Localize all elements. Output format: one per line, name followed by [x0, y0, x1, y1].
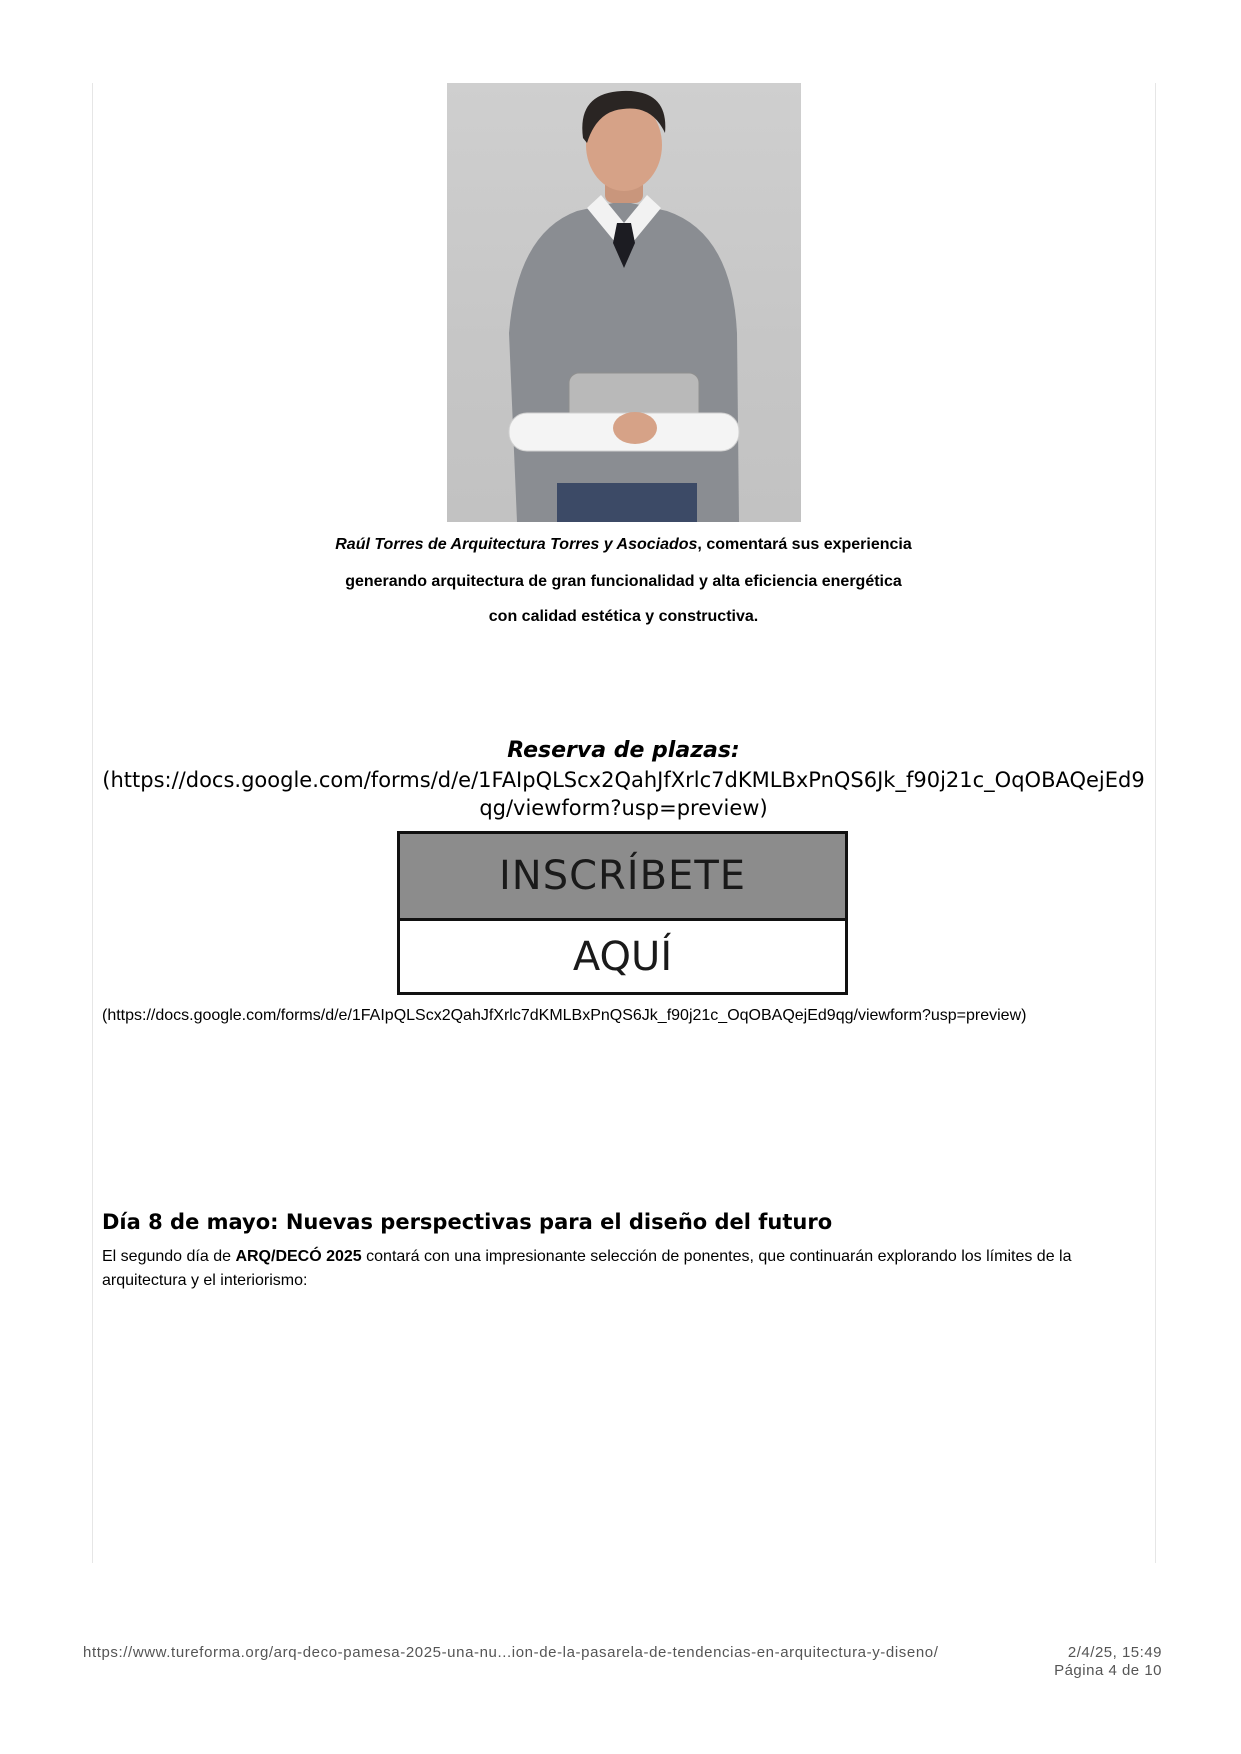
portrait-photo-icon — [447, 83, 801, 522]
cta-top-label: INSCRÍBETE — [400, 834, 845, 921]
event-name: ARQ/DECÓ 2025 — [235, 1248, 362, 1265]
caption-line-1-rest: , comentará sus experiencia — [697, 536, 912, 553]
reserve-title: Reserva de plazas: — [507, 738, 740, 763]
cta-bottom-label: AQUÍ — [400, 921, 845, 992]
speaker-name: Raúl Torres de Arquitectura Torres y Asociados — [335, 536, 698, 553]
caption-line-2: generando arquitectura de gran funcionalidad y alta eficiencia energética — [345, 573, 902, 590]
speaker-photo — [447, 83, 801, 522]
caption-line-3: con calidad estética y constructiva. — [488, 608, 759, 625]
caption-line-1 — [92, 536, 1155, 554]
section-body-text — [102, 1245, 1122, 1293]
footer-date: 2/4/25, 15:49 — [1067, 1644, 1162, 1661]
body-text-start: El segundo día de — [102, 1248, 236, 1265]
section-heading: Día 8 de mayo: Nuevas perspectivas para el diseño del futuro — [102, 1210, 833, 1234]
form-link[interactable]: (https://docs.google.com/forms/d/e/1FAIpQLScx2QahJfXrlc7dKMLBxPnQS6Jk_f90j21c_OqOBAQejEd9qg/viewform?usp=preview) — [102, 1007, 1027, 1024]
footer-url: https://www.tureforma.org/arq-deco-pamesa-2025-una-nu...ion-de-la-pasarela-de-tendencias-en-arquitectura-y-diseno/ — [83, 1644, 939, 1661]
footer-meta — [1054, 1644, 1162, 1680]
footer-page-number: Página 4 de 10 — [1054, 1662, 1162, 1679]
content-border-right — [1155, 83, 1156, 1563]
inscribete-aqui-button[interactable] — [397, 831, 848, 995]
reserve-url-link[interactable]: (https://docs.google.com/forms/d/e/1FAIpQLScx2QahJfXrlc7dKMLBxPnQS6Jk_f90j21c_OqOBAQejEd9qg/viewform?usp=preview) — [102, 768, 1145, 820]
body-text-end: contará con una impresionante selección de ponentes, que continuarán explorando los límites de la arquitectura y el interiorismo: — [102, 1248, 1072, 1289]
content-border-left — [92, 83, 93, 1563]
